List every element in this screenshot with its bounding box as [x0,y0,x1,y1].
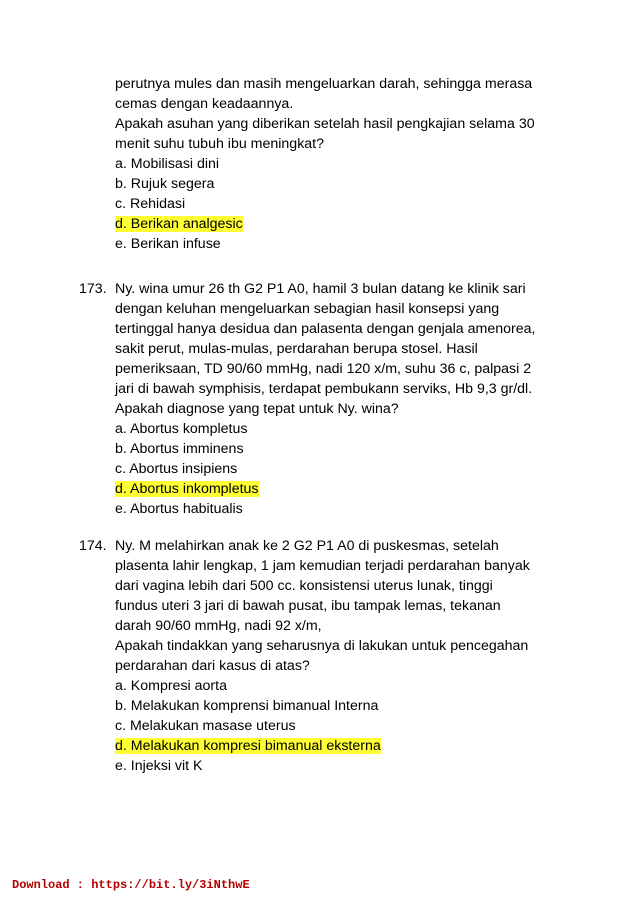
answer-option: b. Melakukan komprensi bimanual Interna [115,698,379,714]
question-text-line: tertinggal hanya desidua dan palasenta dengan genjala amenorea, [115,321,536,337]
question-text-line: Apakah tindakkan yang seharusnya di lakukan untuk pencegahan [115,638,529,654]
answer-option-correct [115,736,575,756]
question-173 [79,279,575,519]
answer-option: e. Abortus habitualis [115,501,243,517]
answer-option: c. Rehidasi [115,196,186,212]
answer-option-correct [115,214,575,234]
question-text-line: pemeriksaan, TD 90/60 mmHg, nadi 120 x/m, suhu 36 c, palpasi 2 [115,361,532,377]
answer-option: b. Abortus imminens [115,441,244,457]
question-174 [79,536,575,776]
question-text-line: fundus uteri 3 jari di bawah pusat, ibu tampak lemas, tekanan [115,598,501,614]
answer-option: a. Kompresi aorta [115,678,227,694]
question-text-line: dengan keluhan mengeluarkan sebagian hasil konsepsi yang [115,301,500,317]
question-text-line: sakit perut, mulas-mulas, perdarahan berupa stosel. Hasil [115,341,478,357]
question-text-line: jari di bawah symphisis, terdapat pembukann serviks, Hb 9,3 gr/dl. [115,381,533,397]
question-text-line: Apakah diagnose yang tepat untuk Ny. wina? [115,401,399,417]
question-text-line: plasenta lahir lengkap, 1 jam kemudian terjadi perdarahan banyak [115,558,530,574]
answer-option: c. Abortus insipiens [115,461,238,477]
question-number: 173. [79,281,107,297]
answer-option: b. Rujuk segera [115,176,215,192]
question-text-line: perutnya mules dan masih mengeluarkan darah, sehingga merasa [115,76,533,92]
answer-option: e. Injeksi vit K [115,758,203,774]
question-text-line: perdarahan dari kasus di atas? [115,658,310,674]
question-text-line: Ny. wina umur 26 th G2 P1 A0, hamil 3 bulan datang ke klinik sari [115,281,526,297]
question-number: 174. [79,538,107,554]
answer-option-correct [115,479,575,499]
question-text-line: Ny. M melahirkan anak ke 2 G2 P1 A0 di puskesmas, setelah [115,538,499,554]
question-text-line: Apakah asuhan yang diberikan setelah hasil pengkajian selama 30 [115,116,535,132]
question-text-line: darah 90/60 mmHg, nadi 92 x/m, [115,618,322,634]
answer-option: e. Berikan infuse [115,236,221,252]
highlighted-answer: d. Berikan analgesic [115,216,243,232]
question-text-line: menit suhu tubuh ibu meningkat? [115,136,325,152]
answer-option: c. Melakukan masase uterus [115,718,296,734]
question-continuation [115,74,575,254]
download-link[interactable]: Download : https://bit.ly/3iNthwE [12,878,250,892]
question-text-line: cemas dengan keadaannya. [115,96,294,112]
question-text-line: dari vagina lebih dari 500 cc. konsistensi uterus lunak, tinggi [115,578,493,594]
answer-option: a. Mobilisasi dini [115,156,220,172]
answer-option: a. Abortus kompletus [115,421,248,437]
highlighted-answer: d. Melakukan kompresi bimanual eksterna [115,738,381,754]
highlighted-answer: d. Abortus inkompletus [115,481,259,497]
